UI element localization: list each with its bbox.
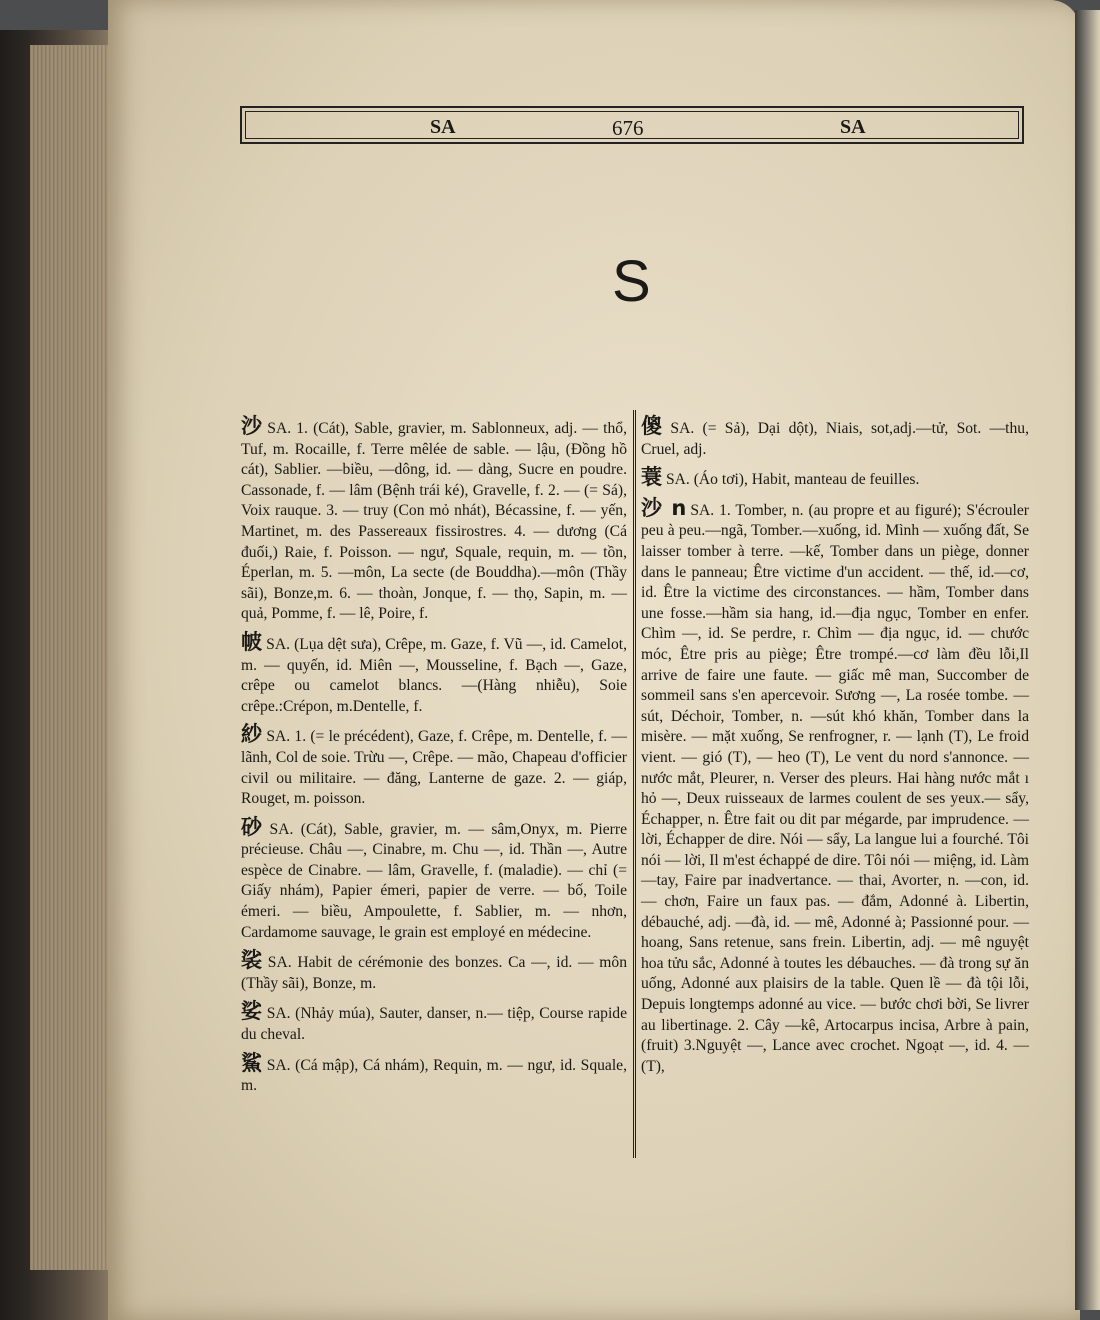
dictionary-entry: [641, 416, 1029, 460]
running-header: [240, 106, 1024, 144]
entry-glyph: 裟: [241, 948, 264, 973]
entry-text: SA. 1. (= le précédent), Gaze, f. Crêpe, m. Dentelle, f. — lãnh, Col de soie. Trừu —, Crêpe. — mão, Chapeau d'officier civil ou militaire. — đăng, Lanterne de gaze. 2. — giáp, Rouget, m. poisson.: [241, 728, 628, 808]
entry-glyph: 蓑: [641, 465, 662, 490]
entry-text: SA. 1. (Cát), Sable, gravier, m. Sablonneux, adj. — thổ, Tuf, m. Rocaille, f. Terre mêlée de sable. — lậu, (Đồng hồ cát), Sablier. —biều, —dông, id. — dàng, Sucre en poudre. Cassonade, f. — lâm (Bệnh trái ké), Gravelle, f. 2. — (= Sá), Voix rauque. 3. — truy (Con mỏ nhát), Bécassine, f. — yến, Martinet, m. des Passereaux fissirostres. 4. — dương (Cá đuối,) Raie, f. Poisson. — ngư, Squale, requin, m. — tồn, Éperlan, m. 5. —môn, La secte (de Bouddha).—môn (Thầy sãi), Bonze,m. 6. — thoàn, Jonque, f. — thọ, Sapin, m. — quả, Pomme, f. — lê, Poire, f.: [241, 420, 628, 623]
entry-text: SA. (Nhảy múa), Sauter, danser, n.— tiệp, Course rapide du cheval.: [241, 1005, 627, 1044]
dictionary-entry: [241, 950, 627, 994]
dictionary-entry: [241, 1001, 627, 1045]
dictionary-entry: [241, 629, 627, 717]
entry-glyph: 紗: [241, 722, 263, 747]
entry-text: SA. (Cát), Sable, gravier, m. — sâm,Onyx, m. Pierre précieuse. Châu —, Cinabre, m. Chu —, id. Thần —, Autre espèce de Cinabre. — lâm, Gravelle, f. (maladie). — chỉ (= Giấy nhám), Papier émeri, papier de verre. — bố, Toile émeri. — biều, Ampoulette, f. Sablier, m. — nhơn, Cardamome sauvage, le grain est employé en médecine.: [241, 820, 627, 941]
page-number: 676: [612, 116, 644, 140]
header-right-word: SA: [840, 116, 866, 138]
header-left-word: SA: [430, 116, 456, 138]
section-letter: S: [612, 249, 651, 314]
entry-text: SA. (= Sả), Dại dột), Niais, sot,adj.—tử, Sot. —thu, Cruel, adj.: [641, 420, 1029, 458]
right-column: [641, 416, 1029, 1084]
entry-glyph: 砂: [241, 814, 266, 839]
entry-glyph: 傻: [641, 414, 667, 438]
dictionary-entry: [641, 495, 1029, 1078]
entry-glyph: 沙: [241, 414, 264, 438]
dictionary-entry: [241, 416, 627, 625]
entry-glyph: 沙 n: [641, 495, 687, 520]
left-column: [241, 416, 627, 1104]
entry-text: SA. Habit de cérémonie des bonzes. Ca —, id. — môn (Thầy sãi), Bonze, m.: [241, 954, 627, 992]
entry-text: SA. (Lụa dệt sưa), Crêpe, m. Gaze, f. Vũ —, id. Camelot, m. — quyến, id. Miên —, Mousseline, f. Bạch —, Gaze, crêpe ou camelot blancs. —(Hàng nhiễu), Soie crêpe.:Crépon, m.Dentelle, f.: [241, 635, 627, 715]
entry-glyph: 帔: [241, 629, 263, 654]
entry-glyph: 娑: [241, 999, 263, 1024]
dictionary-entry: [641, 467, 1029, 491]
dictionary-entry: [241, 724, 627, 809]
entry-glyph: 鯊: [241, 1050, 263, 1075]
entry-text: SA. 1. Tomber, n. (au propre et au figuré); S'écrouler peu à peu.—ngã, Tomber.—xuống, id. Mình — xuống đất, Se laisser tomber à terre. —kế, Tomber dans un piège, donner dans le panneau; Être victime d'un accident. — thế, id.—cơ, id. Être la victime des circonstances. — hầm, Tomber dans une fosse.—hầm sia hang, id.—địa ngục, Tomber en enfer. Chìm —, id. Se perdre, r. Chìm — địa ngục, id. — chước móc, Être pris au piège; Être trompé.—cơ làm đều lỗi,Il arrive de faire une faute. — giấc mê man, Succomber de sommeil sans s'en apercevoir. Sương —, La rosée tombe. — sút, Déchoir, Tomber, n. —sút khó khăn, Tomber dans la misère. — mặt xuống, Se renfrogner, r. — lạnh (T), Le froid vient. — gió (T), — heo (T), Le vent du nord s'annonce. — nước mắt, Pleurer, n. Verser des pleurs. Hai hàng nước mắt ı hỏ —, Deux ruisseaux de larmes coulent de ses yeux.— sẩy, Échapper, n. Être fait ou dit par mégarde, par imprudence. — lời, Échapper de dire. Nói — sẩy, La langue lui a fourché. Tôi nói — lời, Il m'est échappé de dire. Tôi nói — miệng, id. Làm—tay, Faire par inadvertance. — thai, Avorter, n. —con, id. — chơn, Faire un faux pas. — đắm, Adonné à. Libertin, débauché, adj. —đà, id. — mê, Adonné à; Passionné pour. — hoang, Sans retenue, sans frein. Libertin, adj. — mê nguyệt hoa tửu sắc, Adonné à toutes les débauches. — đà trong sự ăn uống, Adonné aux plaisirs de la table. Quen lề — đà tội lỗi, Depuis longtemps adonné au vice. — bước chơi bời, Se livrer au libertinage. 2. Cây —kê, Artocarpus incisa, Arbre à pain,(fruit) 3.Nguyệt —, Lance avec crochet. Ngoạt —, id. 4. — (T),: [641, 501, 1029, 1075]
dictionary-entry: [241, 814, 627, 944]
dictionary-entry: [241, 1050, 627, 1097]
column-divider: [633, 410, 636, 1158]
entry-text: SA. (Cá mập), Cá nhám), Requin, m. — ngư, id. Squale, m.: [241, 1056, 627, 1095]
facing-page-edge: [1075, 10, 1100, 1310]
entry-text: SA. (Áo tơi), Habit, manteau de feuilles.: [666, 471, 920, 489]
